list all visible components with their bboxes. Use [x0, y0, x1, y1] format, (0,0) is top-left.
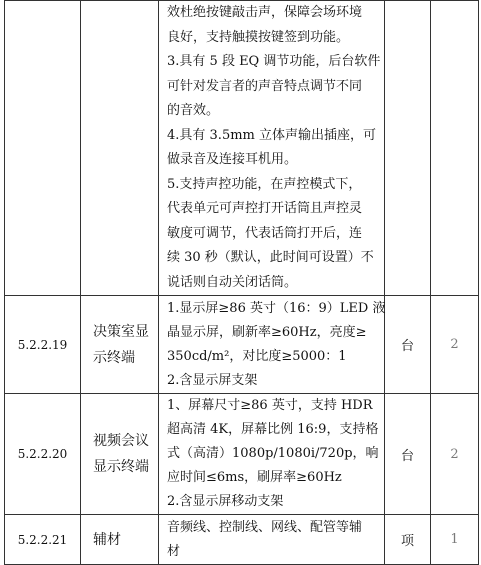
quantity-value: 2 [450, 446, 459, 462]
item-number: 5.2.2.20 [17, 447, 68, 461]
quantity-value: 1 [450, 532, 459, 547]
spec-line: 音频线、控制线、网线、配管等辅 [167, 519, 363, 535]
spec-line: 2.含显示屏支架 [167, 372, 258, 388]
spec-line: 350cd/m²，对比度≥5000：1 [167, 348, 347, 364]
spec-line: 效杜绝按键敲击声，保障会场环境 [167, 5, 363, 20]
item-name-line: 决策室显 [93, 323, 149, 340]
table-row [5, 296, 479, 394]
quantity-cell [431, 1, 479, 296]
unit-cell [385, 394, 431, 515]
item-name-line: 显示终端 [93, 459, 149, 475]
quantity-cell [431, 394, 479, 515]
spec-line: 4.具有 3.5mm 立体声输出插座，可 [167, 127, 376, 143]
table-row [5, 1, 479, 296]
item-name-cell [81, 394, 159, 515]
spec-line: 做录音及连接耳机用。 [167, 152, 298, 167]
quantity-cell [431, 515, 479, 565]
item-name-cell [81, 515, 159, 565]
item-name-line: 示终端 [93, 349, 135, 366]
spec-line: 1、屏幕尺寸≥86 英寸，支持 HDR [167, 398, 373, 413]
spec-line: 1.显示屏≥86 英寸（16：9）LED 液 [167, 300, 386, 316]
unit-cell [385, 515, 431, 565]
item-number: 5.2.2.19 [17, 337, 68, 352]
unit-cell [385, 1, 431, 296]
spec-line: 晶显示屏，刷新率≥60Hz，亮度≥ [167, 324, 367, 340]
item-spec-cell [159, 394, 385, 515]
item-number-cell [5, 1, 81, 296]
item-number: 5.2.2.21 [17, 532, 68, 547]
spec-line: 代表单元可声控打开话筒且声控灵 [167, 201, 363, 216]
spec-line: 超高清 4K，屏幕比例 16:9，支持格 [167, 422, 379, 437]
unit-value: 台 [400, 339, 414, 354]
spec-line: 说话则自动关闭话筒。 [167, 274, 298, 290]
spec-line: 式（高清）1080p/1080i/720p，响 [167, 446, 379, 461]
item-number-cell [5, 296, 81, 394]
item-number-cell [5, 515, 81, 565]
spec-line: 材 [167, 543, 181, 559]
spec-line: 续 30 秒（默认，此时间可设置）不 [167, 250, 374, 265]
quantity-value: 2 [450, 337, 459, 352]
unit-value: 台 [400, 448, 414, 464]
spec-line: 的音效。 [167, 103, 220, 118]
item-name-cell [81, 1, 159, 296]
item-spec-cell [159, 515, 385, 565]
quantity-cell [431, 296, 479, 394]
item-name-line: 视频会议 [93, 433, 149, 449]
item-name-line: 辅材 [93, 531, 121, 548]
equipment-spec-table [4, 0, 479, 565]
spec-line: 5.支持声控功能，在声控模式下， [167, 176, 362, 192]
table-row [5, 394, 479, 515]
item-name-cell [81, 296, 159, 394]
spec-line: 3.具有 5 段 EQ 调节功能，后台软件 [167, 54, 381, 69]
item-spec-cell [159, 296, 385, 394]
spec-line: 应时间≤6ms，刷屏率≥60Hz [167, 470, 342, 485]
spec-line: 良好，支持触摸按键签到功能。 [167, 29, 350, 45]
unit-value: 项 [400, 534, 414, 549]
item-spec-cell [159, 1, 385, 296]
spec-line: 敏度可调节，代表话筒打开后，连 [167, 225, 363, 241]
item-number-cell [5, 394, 81, 515]
spec-line: 2.含显示屏移动支架 [167, 494, 284, 509]
table-row [5, 515, 479, 565]
spec-line: 可针对发言者的声音特点调节不同 [167, 78, 363, 94]
unit-cell [385, 296, 431, 394]
